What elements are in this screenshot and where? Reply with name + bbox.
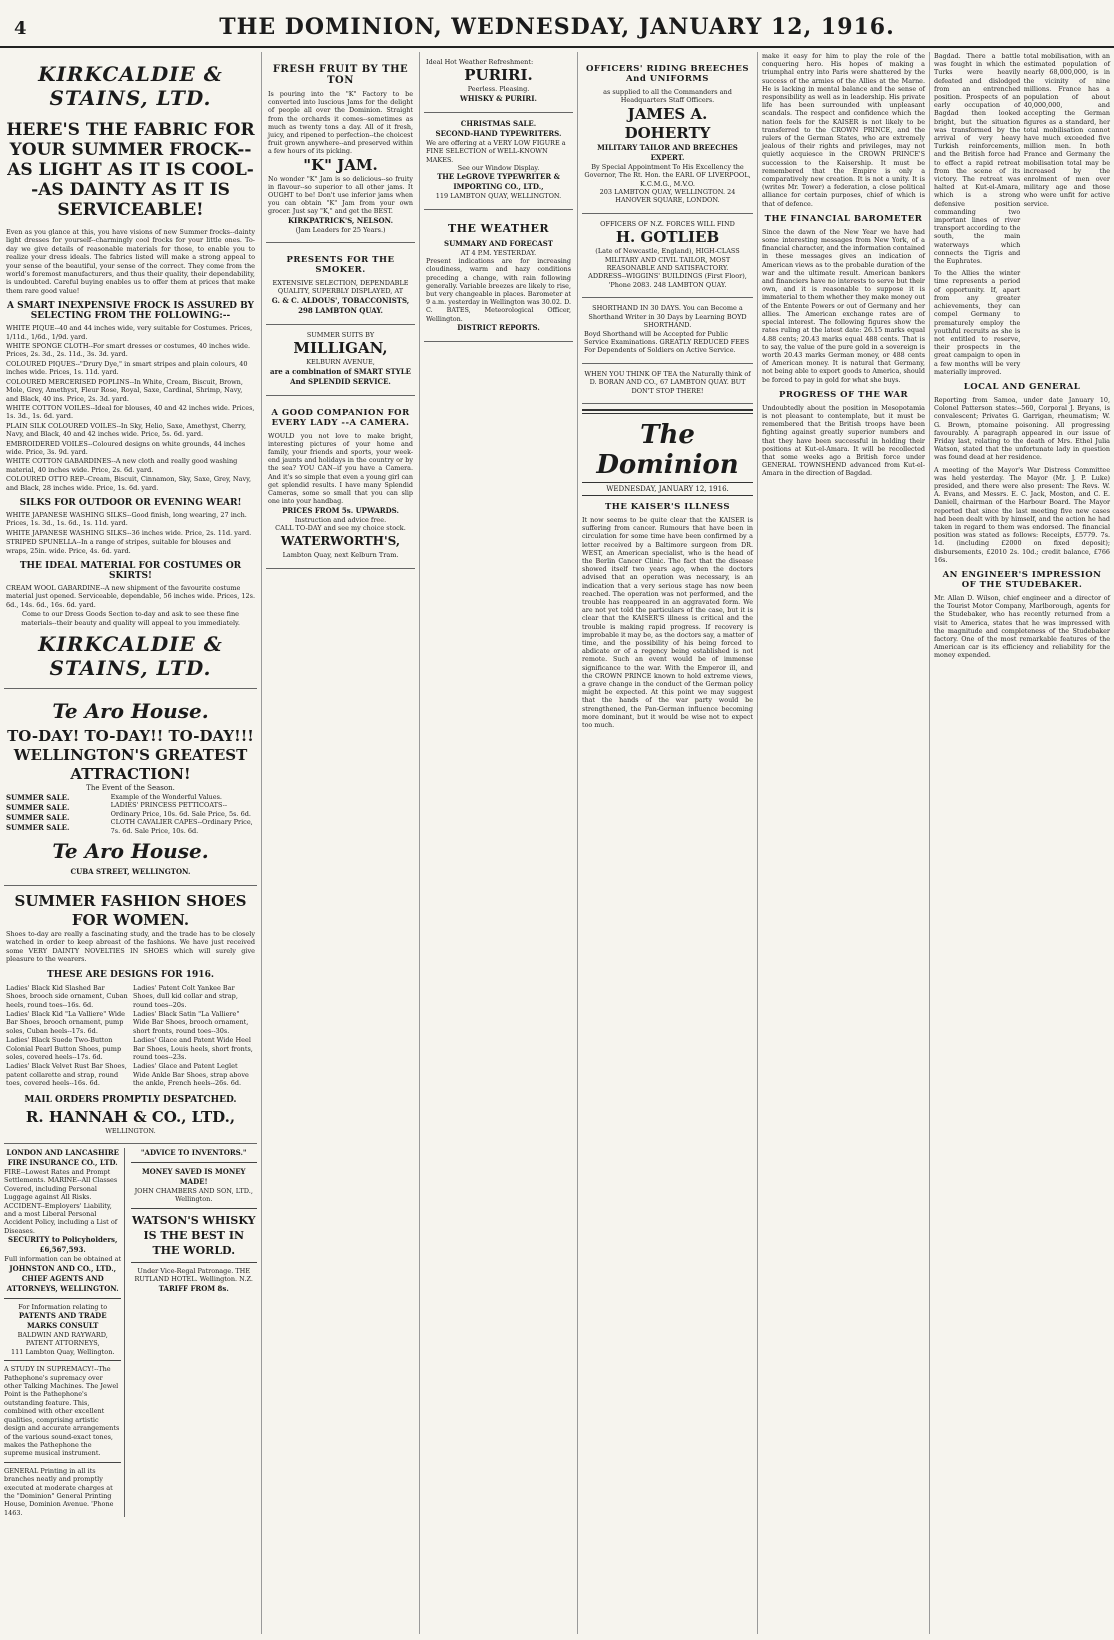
war-column-b: total mobilisation, with an estimated population of nearly 68,000,000, is in the vicinity of nine millions. France has a population of about 40,000,000, and accepting the German figures as a standard, her total mobilisation cannot have much exceeded five million men. In both France and Germany the mobilisation total may be increased by the enrolment of men over military age and those who were unfit for active service. (1023, 52, 1110, 208)
sale-offer: CLOTH CAVALIER CAPES--Ordinary Price, 7s. 6d. Sale Price, 10s. 6d. (110, 818, 253, 835)
window-display: See our Window Display. (457, 164, 540, 173)
puriri-peerless: Peerless. Pleasing. (467, 85, 530, 94)
war-distress-body: A meeting of the Mayor's War Distress Committee was held yesterday. The Mayor (Mr. J. P. Luke) presided, and there were also present: The Revs. W. A. Evans, and Messrs. E. C. Jack, Moston, and C. E. Daniell, chairman of the Harbour Board. The Mayor reported that since the last meeting five new cases had been dealt with by himself, and the action he had taken in regard to them was endorsed. The financial position was stated as follows: Receipts, £5779. 7s. 1d. (including £2000 on fixed deposit); disbursements, £2010 2s. 10d.; credit balance, £766 16s. (934, 465, 1110, 564)
gotlieb-address: ADDRESS--WIGGINS' BUILDINGS (First Floor), 'Phone 2083. 248 LAMBTON QUAY. (588, 272, 747, 289)
smoker-title: PRESENTS FOR THE SMOKER. (286, 255, 395, 276)
kirkcaldie-selection-heading: A SMART INEXPENSIVE FROCK IS ASSURED BY SELECTING FROM THE FOLLOWING:-- (7, 301, 254, 322)
pathephone-notice: A STUDY IN SUPREMACY!--The Pathephone's supremacy over other Talking Machines. The Jewel Point is the Pathephone's outstanding feature. This, combined with other excellent qualities, comprising artistic design and accurate arrangements of the various sound-exact tones, makes the Pathephone the supreme musical instrument. (4, 1365, 120, 1458)
kirkpatricks: KIRKPATRICK'S, NELSON. (287, 215, 394, 225)
gotlieb-advert (582, 214, 753, 298)
doherty-address: 203 LAMBTON QUAY, WELLINGTON. 24 HANOVER SQUARE, LONDON. (599, 188, 736, 205)
kaiser-title: THE KAISER'S ILLNESS (604, 501, 731, 512)
column-2 (262, 52, 420, 1634)
insurance-agents: JOHNSTON AND CO., LTD., CHIEF AGENTS AND ATTORNEYS, WELLINGTON. (6, 1263, 119, 1293)
masthead (0, 0, 1114, 48)
rutland-hotel: Under Vice-Regal Patronage. THE RUTLAND HOTEL. Wellington. N.Z. (134, 1266, 253, 1284)
progress-title: PROGRESS OF THE WAR (778, 389, 909, 400)
summer-sale-label: SUMMER SALE. (6, 813, 70, 823)
engineer-title: AN ENGINEER'S IMPRESSION OF THE STUDEBAKER. (942, 569, 1102, 590)
column-4 (578, 52, 758, 1634)
whisky-puriri: WHISKY & PURIRI. (460, 93, 537, 103)
fabric-item: WHITE COTTON GABARDINES--A new cloth and really good washing material, 40 inches wide. Price, 2s. 6d. yard. (6, 457, 238, 474)
silks-heading: SILKS FOR OUTDOOR OR EVENING WEAR! (19, 497, 242, 508)
shoe-item: Ladies' Patent Colt Yankee Bar Shoes, dull kid collar and strap, round toes--20s. (133, 983, 238, 1009)
summer-sale-label: SUMMER SALE. (6, 793, 70, 803)
kirkcaldie-name-footer: KIRKCALDIE & STAINS, LTD. (38, 632, 223, 681)
shoe-item: Ladies' Glace and Patent Leglet Wide Ankle Bar Shoes, strap above the ankle, French heels--26s. 6d. (133, 1062, 249, 1088)
te-aro-header: Te Aro House. (52, 699, 209, 724)
kirkcaldie-advert (4, 52, 257, 689)
weather-section (424, 210, 573, 342)
shoes-title: SUMMER FASHION SHOES FOR WOMEN. (14, 892, 247, 930)
kirkcaldie-headline: HERE'S THE FABRIC FOR YOUR SUMMER FROCK--AS LIGHT AS IT IS COOL--AS DAINTY AS IT IS SERVICEABLE! (6, 120, 255, 220)
silk-item: STRIPED SPUNELLA--In a range of stripes, suitable for blouses and wraps, 25in. wide. Price, 4s. 6d. yard. (6, 538, 231, 555)
typewriter-advert (424, 113, 573, 210)
progress-body: Undoubtedly about the position in Mesopotamia is not pleasant to contemplate, but it must be remembered that the British troops have been fighting against greatly superior numbers and that they have been successful in holding their positions at Kut-el-Amara. It will be recollected that some weeks ago a British force under GENERAL TOWNSHEND advanced from Kut-el-Amara in the direction of Bagdad. (762, 403, 925, 478)
boyd-body: Boyd Shorthand will be Accepted for Public Service Examinations. GREATLY REDUCED FEES For Dependents of Soldiers on Active Service. (584, 329, 750, 355)
te-aro-address: CUBA STREET, WELLINGTON. (70, 867, 191, 877)
doherty-name: JAMES A. DOHERTY (624, 104, 711, 142)
today-banner: TO-DAY! TO-DAY!! TO-DAY!!! (7, 727, 254, 746)
shoe-item: Ladies' Black Kid Slashed Bar Shoes, brooch side ornament, Cuban heels, round toes--16s. 6d. (6, 983, 128, 1009)
shoes-advert (4, 886, 257, 1144)
financial-barometer-title: THE FINANCIAL BAROMETER (764, 213, 923, 224)
hannah-town: WELLINGTON. (105, 1126, 156, 1135)
insurance-body: FIRE--Lowest Rates and Prompt Settlements. MARINE--All Classes Covered, including Personal Luggage against All Risks. ACCIDENT--Employers' Liability, and a most Liberal Personal Accident Policy, including a List of Diseases. (4, 1167, 118, 1235)
suits-heading: SUMMER SUITS BY (306, 330, 375, 339)
legrove-firm: THE LeGROVE TYPEWRITER & IMPORTING CO., LTD., (437, 172, 560, 192)
typewriter-offer: We are offering at a VERY LOW FIGURE a FINE SELECTION of WELL-KNOWN MAKES. (426, 138, 566, 164)
typewriters-heading: SECOND-HAND TYPEWRITERS. (435, 128, 562, 138)
kirkcaldie-intro: Even as you glance at this, you have visions of new Summer frocks--dainty light dresses for yourself--charmingly cool frocks for your little ones. To-day we give details of reasonable materials for those, to enable you to realize your dress ideals. The fabrics listed will make a strong appeal to your sense of the beautiful, your sense of the correct. They come from the world's foremost manufacturers, and thus their quality, their dependability, is undoubted. Careful buying enables us to offer them at prices that make them rare good value! (6, 228, 255, 295)
shoe-item: Ladies' Black Suede Two-Button Colonial Pearl Button Shoes, pump soles, covered heels--17s. 6d. (6, 1036, 122, 1061)
shorthand-advert (582, 298, 753, 363)
district-reports: DISTRICT REPORTS. (457, 322, 540, 332)
camera-prices: PRICES FROM 5s. UPWARDS. (282, 505, 399, 515)
puriri-advert (424, 52, 573, 113)
aldous: G. & C. ALDOUS', TOBACCONISTS, 298 LAMBTON QUAY. (271, 295, 410, 315)
doherty-appointment: By Special Appointment To His Excellency the Governor, The Rt. Hon. the EARL OF LIVERPOOL, K.C.M.G., M.V.O. (584, 162, 751, 188)
officers-breeches: OFFICERS' RIDING BREECHES And UNIFORMS (586, 64, 749, 84)
editorial-date: WEDNESDAY, JANUARY 12, 1916. (582, 482, 753, 496)
column-1 (0, 52, 262, 1634)
milligan-name: MILLIGAN, (293, 339, 388, 358)
christmas-sale: CHRISTMAS SALE. (460, 118, 537, 128)
milligan-advert (266, 325, 415, 396)
paper-masthead: The Dominion (596, 419, 739, 480)
milligan-combo: are a combination of SMART STYLE And SPLENDID SERVICE. (270, 366, 411, 386)
fabric-item: WHITE COTTON VOILES--Ideal for blouses, 40 and 42 inches wide. Prices, 1s. 3d., 1s. 6d. yard. (6, 403, 255, 421)
column-5 (758, 52, 930, 1634)
shoes-designs-heading: THESE ARE DESIGNS FOR 1916. (47, 969, 214, 980)
fabric-item: COLOURED OTTO REP--Cream, Biscuit, Cinnamon, Sky, Saxe, Grey, Navy, and Black, 28 inches wide. Price, 1s. 6d. yard. (6, 475, 252, 492)
weather-title: THE WEATHER (447, 221, 550, 235)
engineer-body: Mr. Allan D. Wilson, chief engineer and a director of the Tourist Motor Company, Marlborough, agents for the Studebaker, who has recently returned from a visit to America, states that he was impressed with the magnitude and completeness of the Studebaker factory. One of the most remarkable features of the American car is its efficiency and reliability for the money expended. (934, 593, 1110, 660)
shoe-item: Ladies' Black Satin "La Valliere" Wide Bar Shoes, brooch ornament, short fronts, round toes--30s. (133, 1009, 249, 1035)
camera-body: WOULD you not love to make bright, interesting pictures of your home and family, your friends and sports, your week-end jaunts and holidays in the country or by the sea? YOU CAN--if you have a Camera. And it's so simple that even a young girl can get splendid results. I have many Splendid Cameras, some so small that you can slip one into your handbag. (268, 431, 413, 506)
fabric-item: PLAIN SILK COLOURED VOILES--In Sky, Helio, Saxe, Amethyst, Cherry, Navy, and Black, 40 and 42 inches wide. Price, 5s. 6d. yard. (6, 421, 247, 439)
local-general-title: LOCAL AND GENERAL (963, 381, 1081, 392)
kirkpatricks-note: (Jam Leaders for 25 Years.) (295, 225, 386, 234)
gotlieb-name: H. GOTLIEB (615, 228, 720, 247)
insurance-security: SECURITY to Policyholders, £6,567,593. (8, 1235, 118, 1255)
gotlieb-sub: (Late of Newcastle, England), HIGH-CLASS MILITARY AND CIVIL TAILOR, MOST REASONABLE AND SATISFACTORY. (595, 247, 740, 273)
patents-title: PATENTS AND TRADE MARKS CONSULT (18, 1311, 107, 1331)
puriri-name: PURIRI. (464, 66, 533, 85)
kirkcaldie-name: KIRKCALDIE & STAINS, LTD. (38, 62, 223, 110)
event-text: The Event of the Season. (86, 784, 175, 793)
officers-sub: as supplied to all the Commanders and Headquarters Staff Officers. (603, 88, 732, 105)
shoe-item: Ladies' Black Velvet Rust Bar Shoes, patent collarette and strap, round toes, covered heels--16s. 6d. (6, 1062, 127, 1088)
puriri-ideal: Ideal Hot Weather Refreshment: (426, 58, 534, 66)
sale-offer: Example of the Wonderful Values. (110, 793, 222, 802)
k-jam-body: No wonder "K" Jam is so delicious--so fruity in flavour--so superior to all other jams. It OUGHT to be! Don't use inferior jams when you can obtain "K" Jam from your own grocer. Just say "K," and get the BEST. (268, 174, 413, 216)
waterworths-address: Lambton Quay, next Kelburn Tram. (282, 551, 399, 560)
insurance-agents-intro: Full information can be obtained at (4, 1255, 122, 1264)
weather-body: Present indications are for increasing cloudiness, warm and hazy conditions preceding a change, with rain following generally. Variable breezes are likely to rise, but very changeable in places. Barometer at 9 a.m. yesterday in Wellington was 30.02. D. C. BATES, Meteorological Officer, Wellington. (426, 257, 571, 323)
local-general-body: Reporting from Samoa, under date January 10, Colonel Patterson states:--560, Corporal J. Bryans, is convalescent; Privates G. Garrigan, rheumatism; W. G. Brown, ptomaine poisoning. All progressing favourably. A paragraph appeared in our issue of Friday last, relating to the death of Mrs. Ethel Julia Watson, stated that the unfortunate lady in question was found dead at her residence. (934, 395, 1110, 462)
page-number: 4 (14, 18, 27, 39)
fabric-item: WHITE PIQUE--40 and 44 inches wide, very suitable for Costumes. Prices, 1/11d., 1/6d., 1/9d. yard. (6, 324, 253, 341)
printing-notice: GENERAL Printing in all its branches neatly and promptly executed at moderate charges at the "Dominion" General Printing House, Dominion Avenue. 'Phone 1463. (4, 1466, 114, 1517)
inventors-advice: "ADVICE TO INVENTORS." (140, 1147, 247, 1157)
kirkcaldie-closing: Come to our Dress Goods Section to-day and ask to see these fine materials--their beauty and quality will appeal to you immediately. (21, 610, 240, 627)
fabric-item: COLOURED MERCERISED POPLINS--In White, Cream, Biscuit, Brown, Mole, Grey, Amethyst, Fleur Rose, Royal, Saxe, Cardinal, Shrimp, Navy, and Black, 40 ins. Price, 2s. 3d. yard. (6, 377, 243, 403)
camera-call: CALL TO-DAY and see my choice stock. (275, 523, 406, 532)
silk-item: WHITE JAPANESE WASHING SILKS--36 inches wide. Price, 2s. 11d. yard. (6, 528, 252, 537)
legrove-address: 119 LAMBTON QUAY, WELLINGTON. (435, 192, 562, 201)
shorthand-title: SHORTHAND IN 30 DAYS. You can Become a Shorthand Writer in 30 Days by Learning BOYD SHORTHAND. (588, 304, 747, 330)
fruit-title: FRESH FRUIT BY THE TON (272, 64, 409, 86)
patents-address: 111 Lambton Quay, Wellington. (10, 1347, 115, 1356)
newspaper-title: THE DOMINION, WEDNESDAY, JANUARY 12, 1916. (219, 14, 895, 40)
doherty-sub: MILITARY TAILOR AND BREECHES EXPERT. (597, 142, 738, 162)
summer-sale-label: SUMMER SALE. (6, 803, 70, 813)
fabric-item: WHITE SPONGE CLOTH--For smart dresses or costumes, 40 inches wide. Prices, 2s. 3d., 2s. 11d., 3s. 3d. yard. (6, 342, 251, 359)
waterworths: WATERWORTH'S, (280, 534, 401, 549)
fabric-item: COLOURED PIQUES--"Drury Dye," in smart stripes and plain colours, 40 inches wide. Prices, 1s. 11d. yard. (6, 359, 248, 377)
gotlieb-intro: OFFICERS OF N.Z. FORCES WILL FIND (600, 219, 735, 228)
te-aro-advert (4, 689, 257, 886)
greatest-attraction: WELLINGTON'S GREATEST ATTRACTION! (13, 746, 248, 784)
patents-firm: BALDWIN AND RAYWARD, PATENT ATTORNEYS, (17, 1331, 108, 1348)
summer-sale-label: SUMMER SALE. (6, 823, 70, 833)
tea-body: WHEN YOU THINK OF TEA the Naturally think of D. BORAN AND CO., 67 LAMBTON QUAY. BUT DON'T STOP THERE! (584, 369, 751, 395)
hannah-firm: R. HANNAH & CO., LTD., (25, 1107, 236, 1126)
fruit-advert (266, 52, 415, 243)
shoe-item: Ladies' Black Kid "La Valliere" Wide Bar Shoes, brooch ornament, pump soles, Cuban heels--17s. 6d. (6, 1009, 125, 1035)
camera-instruction: Instruction and advice free. (294, 515, 387, 524)
financial-barometer-body: Since the dawn of the New Year we have had some interesting messages from New York, of a financial character, and the information contained in these messages gives an indication of American views as to the probable duration of the war and the ultimate result. American bankers and financiers have no interests to serve but their own, and it is reasonable to suppose it is immaterial to them whether they make money out of the Entente Powers or out of Germany and her allies. The American exchange rates are of special interest. The following figures show the rates ruling at the latest date: 26.15 marks equal 4.88 cents; 20.43 marks equal 488 cents. That is to say, the value of the pure gold in a sovereign is worth 20.43 marks German money, or 488 cents of American money. It is natural that Germany, not being able to export goods to America, should be forced to pay in gold for what she buys. (762, 227, 925, 384)
hotel-tariff: TARIFF FROM 8s. (158, 1283, 229, 1293)
war-column-c: To the Allies the winter time represents a period of opportunity. If, apart from any greater achievements, they can compel Germany to prematurely employ the youthful recruits as she is not entitled to reserve, their prospects in the great campaign to open in a few months will be very materially improved. (934, 269, 1021, 376)
war-column-a: Bagdad. There a battle was fought in which the Turks were heavily defeated and dislodged from an entrenched position. Prospects of an early occupation of Bagdad then looked bright, but the situation was transformed by the arrival of very heavy Turkish reinforcements, and the British force had to effect a rapid retreat from the scene of its victory. The retreat was halted at Kut-el-Amara, which is a strong defensive position commanding two important lines of river transport according to the south, the main waterways which connects the Tigris and the Euphrates. (934, 52, 1021, 266)
money-saved: MONEY SAVED IS MONEY MADE! (141, 1166, 246, 1186)
smoker-advert (266, 243, 415, 325)
fruit-body: Is pouring into the "K" Factory to be converted into luscious Jams for the delight of people all over the Dominion. Straight from the orchards it comes--sometimes as much as twenty tons a day. All of it fresh, juicy, and ripened to perfection--the choicest fruit grown anywhere--and preserved within a few hours of its picking. (268, 90, 413, 156)
milligan-address: KELBURN AVENUE, (306, 358, 375, 367)
weather-time: AT 4 P.M. YESTERDAY. (460, 248, 537, 257)
watsons-whisky: WATSON'S WHISKY IS THE BEST IN THE WORLD. (132, 1213, 256, 1257)
column-3 (420, 52, 578, 1634)
shoes-intro: Shoes to-day are really a fascinating study, and the trade has to be closely watched in order to keep abreast of the fashions. We have just received some VERY DAINTY NOVELTIES IN SHOES which will surely give pleasure to the wearers. (6, 930, 255, 964)
smoker-body: EXTENSIVE SELECTION, DEPENDABLE QUALITY, SUPERBLY DISPLAYED, AT (272, 279, 409, 296)
sale-offer: LADIES' PRINCESS PETTICOATS-- Ordinary Price, 10s. 6d. Sale Price, 5s. 6d. (110, 801, 251, 818)
chambers-firm: JOHN CHAMBERS AND SON, LTD., Wellington. (134, 1186, 253, 1204)
patents-intro: For Information relating to (18, 1302, 108, 1311)
fabric-item: EMBROIDERED VOILES--Coloured designs on white grounds, 44 inches wide. Price, 3s. 9d. yard. (6, 439, 246, 456)
column-6 (930, 52, 1114, 1634)
k-jam-title: "K" JAM. (303, 155, 378, 174)
ideal-item: CREAM WOOL GABARDINE--A new shipment of the favourite costume material just opened. Serviceable, dependable, 56 inches wide. Prices, 12s. 6d., 14s. 6d., 16s. 6d. yard. (6, 584, 256, 609)
mail-orders: MAIL ORDERS PROMPTLY DESPATCHED. (24, 1094, 237, 1105)
insurance-title: LONDON AND LANCASHIRE FIRE INSURANCE CO., LTD. (6, 1147, 120, 1167)
tea-advert (582, 364, 753, 404)
weather-subtitle: SUMMARY AND FORECAST (444, 238, 553, 248)
kaiser-body: It now seems to be quite clear that the KAISER is suffering from cancer. Rumours that have been in circulation for some time have been confirmed by a letter received by a Baltimore surgeon from DR. WEST, an American specialist, who is the head of the Berlin Cancer Clinic. The fact that the disease showed itself two years ago, when the doctors advised that an operation was necessary, is an indication that a very serious stage has now been reached. The operation was not performed, and the trouble has reappeared in an aggravated form. We are not yet told the particulars of the case, but it is clear that the KAISER'S illness is critical and the trouble is making rapid progress. If recovery is improbable it may be, as the doctors say, a matter of time, and the possibility of his being forced to abdicate or of a regency being established is not remote. Such an event would be of immense significance to the war. With the Emperor ill, and the CROWN PRINCE known to hold extreme views, a grave change in the conduct of the German policy might be expected. At this point we may suggest that the hands of the war party would be strengthened, the Pan-German influence becoming more dominant, but it would be wise not to expect too much. (582, 515, 753, 730)
camera-title: A GOOD COMPANION FOR EVERY LADY --A CAMERA. (271, 407, 410, 428)
camera-advert (266, 396, 415, 569)
ideal-heading: THE IDEAL MATERIAL FOR COSTUMES OR SKIRTS! (19, 561, 242, 581)
doherty-advert (582, 52, 753, 214)
silk-item: WHITE JAPANESE WASHING SILKS--Good finish, long wearing, 27 inch. Prices, 1s. 3d., 1s. 6d., 1s. 11d. yard. (6, 510, 247, 528)
shoe-item: Ladies' Glace and Patent Wide Heel Bar Shoes, Louis heels, short fronts, round toes--23s. (133, 1036, 253, 1061)
te-aro-footer: Te Aro House. (52, 839, 209, 864)
war-continued: make it easy for him to play the role of the conquering hero. His hopes of making a triumphal entry into Paris were shattered by the success of the armies of the Allies at the Marne. He is lacking in mental balance and the sense of responsibility as well as in leadership. His private life has been surrounded with unpleasant scandals. The respect and confidence which the nation feels for the KAISER is not likely to be transferred to the CROWN PRINCE, and the rulers of the German States, who are extremely jealous of their rights and privileges, may not quietly acquiesce in the CROWN PRINCE'S succession to the Kaisership. It must be remembered that the Empire is only a comparatively new creation. It is not a unity. It is (writes Mr. Tower) a federation, a close political alliance for certain purposes, chief of which is that of defence. (762, 52, 925, 208)
